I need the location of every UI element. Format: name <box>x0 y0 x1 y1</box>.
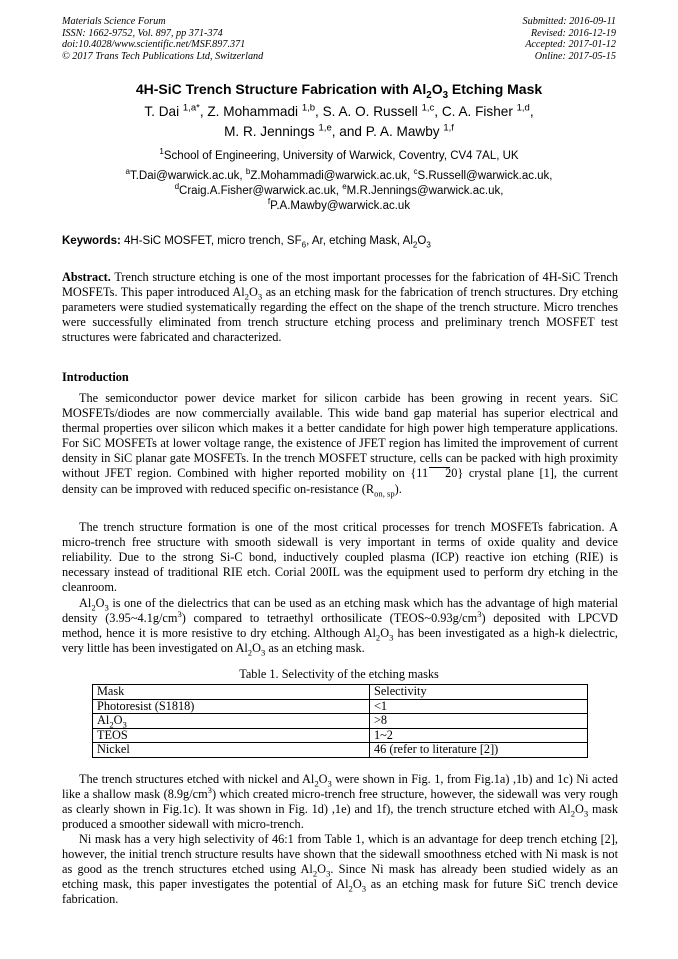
affiliation: $^1$School of Engineering, University of Warwick, Coventry, CV4 7AL, UK <box>159 147 519 162</box>
table-cell: TEOS <box>93 728 370 743</box>
table-cell: $Al_2O_3$ <box>93 714 370 729</box>
doi: doi:10.4028/www.scientific.net/MSF.897.371 <box>62 39 246 51</box>
issn: ISSN: 1662-9752, Vol. 897, pp 371-374 <box>62 27 223 39</box>
paragraph-2: The trench structure formation is one of the most critical processes for trench MOSFETs fabrication. A micro-trench free structure with smooth sidewall is very important in terms of oxide quality and device reliability. Due to the strong Si-C bond, inductively coupled plasma (ICP) reactive ion etching (RIE) is necessary instead of traditional RIE etch. Corial 200IL was the equipment used to perform dry etching in the cleanroom. <box>62 520 618 595</box>
table-cell: Nickel <box>93 743 370 758</box>
selectivity-table <box>92 684 588 758</box>
revised-date: Revised: 2016-12-19 <box>530 27 616 39</box>
accepted-date: Accepted: 2017-01-12 <box>525 39 616 51</box>
author-emails: $^a$T.Dai@warwick.ac.uk, $^b$Z.Mohammadi@warwick.ac.uk, $^c$S.Russell@warwick.ac.uk, $^d$Craig.A.Fisher@warwick.ac.uk, $^e$M.R.Jennings@warwick.ac.uk, $^f$P.A.Mawby@warwick.ac.uk <box>125 167 553 212</box>
dates-info <box>523 16 616 62</box>
table-cell: 46 (refer to literature [2]) <box>370 743 588 758</box>
table-row <box>93 743 588 758</box>
header-cell: Selectivity <box>370 685 588 700</box>
abstract: Abstract. Trench structure etching is one of the most important processes for the fabrication of 4H-SiC Trench MOSFETs. This paper introduced $Al_2O_3$ as an etching mask for the fabrication of trench structures. Dry etching parameters were studied systematically regarding the effect on the shape of the trench structure. Micro trenches were successfully eliminated from trench structure etching process and preliminary trench MOSFET test structures were fabricated and characterized. <box>62 270 618 345</box>
table-row <box>93 714 588 729</box>
keywords: Keywords: 4H-SiC MOSFET, micro trench, $SF_6$, Ar, etching Mask, $Al_2O_3$ <box>62 235 431 250</box>
paragraph-4: The trench structures etched with nickel and $Al_2O_3$ were shown in Fig. 1, from Fig.1a) ,1b) and 1c) Ni acted like a shallow mask $(8.9g/cm^3)$ which created micro-trench free structure, however, the sidewall was very rough as clearly shown in Fig.1c). It was shown in Fig. 1d) ,1e) and 1f), the trench structure etched with $Al_2O_3$ mask produced a smoother sidewall with micro-trench. <box>62 772 618 832</box>
paragraph-3: $Al_2O_3$ is one of the dielectrics that can be used as an etching mask which has the advantage of high material density $(3.95\sim 4.1g/cm^3)$ compared to tetraethyl orthosilicate $(TEOS\sim 0.93g/cm^3)$ deposited with LPCVD method, hence it is more resistive to dry etching. Although $Al_2O_3$ has been investigated as a high-k dielectric, very little has been investigated on $Al_2O_3$ as an etching mask. <box>62 596 619 658</box>
section-heading-introduction: Introduction <box>62 370 129 384</box>
author-list: T. Dai $^{1,a*}$, Z. Mohammadi $^{1,b}$, S. A. O. Russell $^{1,c}$, C. A. Fisher $^{1,d}$, M. R. Jennings $^{1,e}$, and P. A. Mawby $^{1,f}$ <box>144 102 534 139</box>
table-caption: Table 1. Selectivity of the etching masks <box>239 667 439 681</box>
table-header-row <box>93 685 588 700</box>
paragraph-5: Ni mask has a very high selectivity of 46:1 from Table 1, which is an advantage for deep trench etching [2], however, the initial trench structure results have shown that the sidewall smoothness etched with Ni mask is not as good as the trench structures etched using $Al_2O_3$. Since Ni mask has already been studied widely as an etching mask, this paper investigates the potential of $Al_2O_3$ as an etching mask for future SiC trench device fabrication. <box>62 832 618 907</box>
copyright: © 2017 Trans Tech Publications Ltd, Switzerland <box>62 50 264 62</box>
table-row <box>93 699 588 714</box>
submitted-date: Submitted: 2016-09-11 <box>522 16 616 27</box>
online-date: Online: 2017-05-15 <box>534 50 616 62</box>
table-cell: >8 <box>370 714 588 729</box>
table-cell: <1 <box>370 699 588 714</box>
journal-info <box>62 16 263 62</box>
paragraph-1: The semiconductor power device market for silicon carbide has been growing in recent years. SiC MOSFETs/diodes are now commercially available. This wide band gap material has superior electrical and thermal properties over silicon which makes it a better candidate for high power high temperature applications. For SiC MOSFETs at lower voltage range, the existence of JFET region has limited the improvement of current density in SiC planar gate MOSFETs. In the trench MOSFET structure, cells can be packed with high proximity without JFET region. Combined with higher reported mobility on {11 20} crystal plane [1], the current density can be improved with reduced specific on-resistance $(R_{on, sp})$. <box>62 391 618 499</box>
table-cell: Photoresist (S1818) <box>93 699 370 714</box>
journal-name: Materials Science Forum <box>62 16 166 27</box>
header-cell: Mask <box>93 685 370 700</box>
table-row <box>93 728 588 743</box>
table-cell: 1~2 <box>370 728 588 743</box>
paper-title: 4H-SiC Trench Structure Fabrication with $Al_2O_3$ Etching Mask <box>135 81 543 101</box>
